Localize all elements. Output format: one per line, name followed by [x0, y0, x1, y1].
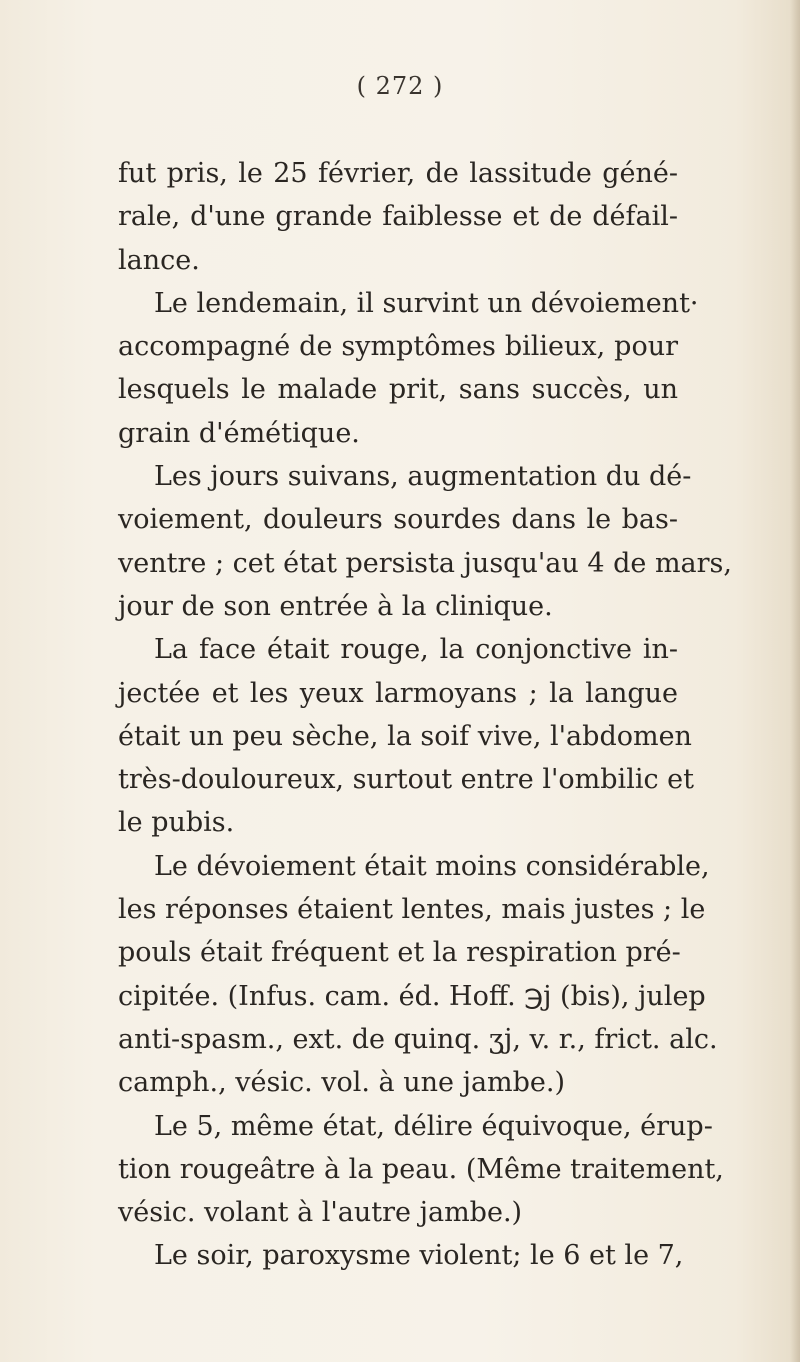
- paragraph: [118, 152, 678, 282]
- page-edge-shadow: [790, 0, 800, 1362]
- body-text: [118, 152, 732, 1278]
- text-line: rale, d'une grande faiblesse et de défail-: [118, 201, 678, 233]
- paragraph: [118, 628, 694, 844]
- text-line: Le 5, même état, délire équivoque, érup-: [154, 1110, 713, 1142]
- text-line: ventre ; cet état persista jusqu'au 4 de mars,: [118, 547, 732, 579]
- text-line: lance.: [118, 244, 200, 276]
- text-line: Le lendemain, il survint un dévoiement·: [154, 287, 699, 319]
- text-line: Les jours suivans, augmentation du dé-: [154, 461, 692, 493]
- text-line: cipitée. (Infus. cam. éd. Hoff. ℈j (bis), julep: [118, 980, 706, 1012]
- text-line: anti-spasm., ext. de quinq. ʒj, v. r., frict. alc.: [118, 1023, 718, 1055]
- paragraph: [118, 1234, 684, 1277]
- text-line: Le dévoiement était moins considérable,: [154, 850, 710, 882]
- text-line: tion rougeâtre à la peau. (Même traitement,: [118, 1153, 724, 1185]
- text-line: vésic. volant à l'autre jambe.): [118, 1197, 523, 1229]
- page-header: [0, 72, 800, 100]
- text-line: camph., vésic. vol. à une jambe.): [118, 1067, 566, 1099]
- text-line: Le soir, paroxysme violent; le 6 et le 7,: [154, 1240, 684, 1272]
- text-line: pouls était fréquent et la respiration pré-: [118, 937, 681, 969]
- text-line: jectée et les yeux larmoyans ; la langue: [118, 677, 678, 709]
- paragraph: [118, 1105, 724, 1235]
- page-number: ( 272 ): [356, 72, 444, 100]
- text-line: le pubis.: [118, 807, 235, 839]
- text-line: les réponses étaient lentes, mais justes ; le: [118, 894, 706, 926]
- text-line: était un peu sèche, la soif vive, l'abdomen: [118, 720, 692, 752]
- text-line: accompagné de symptômes bilieux, pour: [118, 331, 678, 363]
- text-line: grain d'émétique.: [118, 417, 360, 449]
- paragraph: [118, 455, 732, 628]
- text-line: La face était rouge, la conjonctive in-: [154, 634, 678, 666]
- paragraph: [118, 845, 718, 1105]
- text-line: fut pris, le 25 février, de lassitude géné-: [118, 158, 678, 189]
- text-line: très-douloureux, surtout entre l'ombilic et: [118, 764, 694, 796]
- text-line: lesquels le malade prit, sans succès, un: [118, 374, 678, 406]
- paragraph: [118, 282, 699, 455]
- text-line: jour de son entrée à la clinique.: [118, 590, 553, 622]
- text-line: voiement, douleurs sourdes dans le bas-: [118, 504, 678, 536]
